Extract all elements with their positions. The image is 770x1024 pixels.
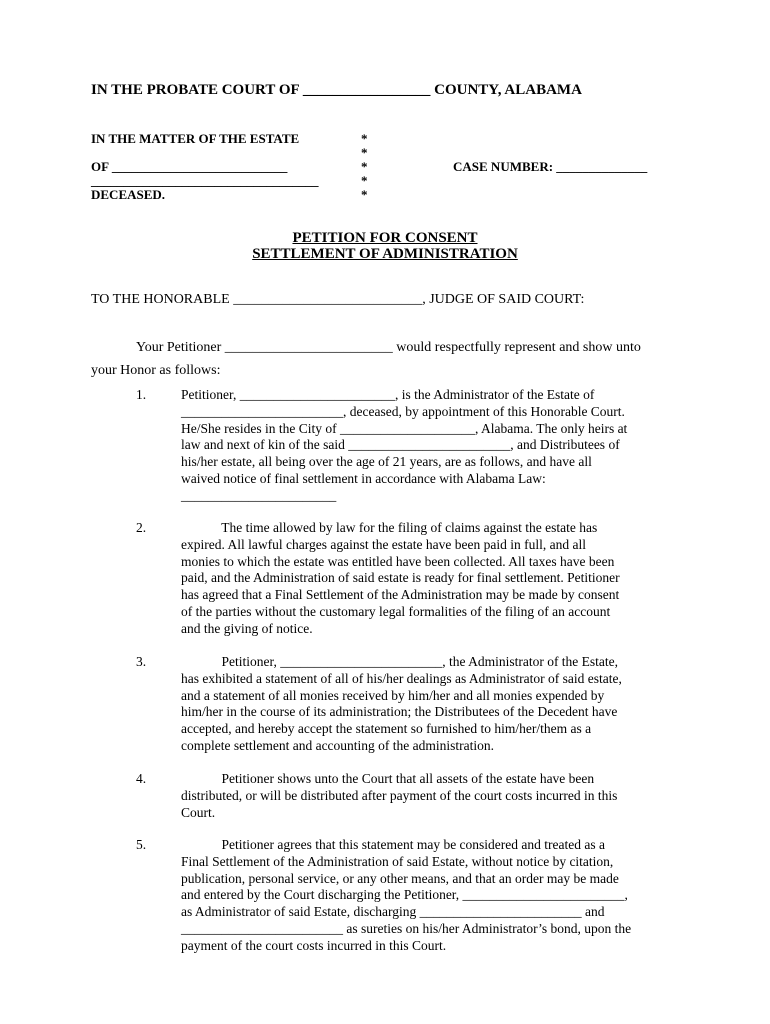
item-line: Petitioner agrees that this statement may be considered and treated as a [181, 837, 605, 852]
case-number: CASE NUMBER: ______________ [453, 159, 648, 174]
item-line: He/She resides in the City of ____________________, Alabama. The only heirs at [181, 420, 628, 436]
item-line: and entered by the Court discharging the Petitioner, ________________________, [181, 887, 628, 903]
caption-star: * [361, 159, 368, 174]
item-number: 5. [136, 837, 147, 852]
item-line: _______________________ [181, 487, 337, 503]
intro-line-2: your Honor as follows: [91, 363, 221, 378]
caption-star: * [361, 131, 368, 146]
item-line: paid, and the Administration of said estate is ready for final settlement. Petitioner [181, 570, 620, 586]
intro-line-1: Your Petitioner ________________________ would respectfully represent and show unto [136, 340, 641, 355]
item-line: Petitioner shows unto the Court that all assets of the estate have been [181, 771, 595, 786]
item-line: distributed, or will be distributed after payment of the court costs incurred in this [181, 787, 618, 803]
item-number: 2. [136, 520, 147, 535]
estate-matter-line: IN THE MATTER OF THE ESTATE [91, 131, 300, 146]
judge-address: TO THE HONORABLE ___________________________, JUDGE OF SAID COURT: [91, 292, 585, 307]
item-line: and the giving of notice. [181, 620, 313, 636]
item-line: expired. All lawful charges against the estate have been paid in full, and all [181, 536, 586, 552]
item-line: of the parties without the customary legal formalities of the filing of an account [181, 603, 611, 619]
item-line: as Administrator of said Estate, discharging ________________________ and [181, 904, 605, 920]
item-line: Petitioner, ________________________, the Administrator of the Estate, [181, 654, 619, 669]
item-number: 1. [136, 387, 147, 402]
item-line: Court. [181, 804, 216, 820]
caption-star: * [361, 173, 368, 188]
item-line: accepted, and hereby accept the statement so furnished to him/her/them as a [181, 721, 592, 737]
petition-title-line1: PETITION FOR CONSENT [292, 230, 478, 246]
item-line: ________________________ as sureties on his/her Administrator’s bond, upon the [181, 920, 632, 936]
item-line: him/her in the course of its administration; the Distributees of the Decedent have [181, 704, 618, 720]
item-line: has agreed that a Final Settlement of the Administration may be made by consent [181, 587, 620, 603]
petition-title-line2: SETTLEMENT OF ADMINISTRATION [252, 246, 518, 262]
item-line: has exhibited a statement of all of his/her dealings as Administrator of said estate, [181, 670, 622, 686]
item-line: The time allowed by law for the filing of claims against the estate has [181, 520, 598, 535]
caption-star: * [361, 145, 368, 160]
estate-name-blank: ___________________________________ [91, 173, 319, 188]
item-line: his/her estate, all being over the age of 21 years, are as follows, and have all [181, 454, 592, 470]
court-heading: IN THE PROBATE COURT OF _________________ COUNTY, ALABAMA [91, 82, 582, 98]
item-line: law and next of kin of the said ________________________, and Distributees of [181, 437, 620, 453]
estate-of-line: OF ___________________________ [91, 159, 288, 174]
item-line: payment of the court costs incurred in this Court. [181, 937, 447, 953]
item-line: publication, personal service, or any other means, and that an order may be made [181, 870, 619, 886]
caption-star: * [361, 187, 368, 202]
item-line: ________________________, deceased, by appointment of this Honorable Court. [181, 403, 625, 419]
item-line: and a statement of all monies received by him/her and all monies expended by [181, 687, 605, 703]
item-line: complete settlement and accounting of the administration. [181, 737, 495, 753]
item-number: 3. [136, 654, 147, 669]
item-line: monies to which the estate was entitled have been collected. All taxes have been [181, 553, 615, 569]
item-line: Final Settlement of the Administration of said Estate, without notice by citation, [181, 853, 614, 869]
deceased-label: DECEASED. [91, 187, 166, 202]
item-number: 4. [136, 771, 147, 786]
item-line: waived notice of final settlement in accordance with Alabama Law: [181, 470, 546, 486]
item-line: Petitioner, _______________________, is the Administrator of the Estate of [181, 387, 595, 402]
